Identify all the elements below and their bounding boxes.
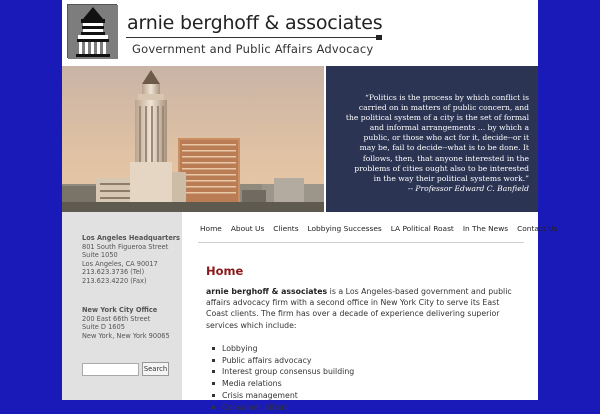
search-input[interactable] [82, 363, 139, 376]
nav-item-in-the-news[interactable]: In The News [462, 224, 509, 233]
address-line: 213.623.3736 (Tel) [82, 268, 145, 276]
la-office-address [82, 234, 180, 285]
banner [62, 66, 538, 212]
nav-item-about-us[interactable]: About Us [230, 224, 265, 233]
address-line: Suite D 1605 [82, 323, 125, 331]
city-hall-logo-icon[interactable] [67, 4, 117, 58]
list-item: Media relations [212, 378, 520, 390]
intro-paragraph [206, 286, 520, 331]
nav-item-contact-us[interactable]: Contact Us [517, 224, 558, 233]
services-list [206, 343, 520, 414]
quote-line: may be, fail to decide--what is to be done. It [359, 143, 529, 153]
address-line: 801 South Figueroa Street [82, 242, 169, 251]
nav-item-la-political-roast[interactable]: LA Political Roast [390, 224, 454, 233]
page [62, 0, 558, 412]
nav-item-lobbying-successes[interactable]: Lobbying Successes [307, 224, 382, 233]
list-item: Consumer affairs [212, 402, 520, 414]
quote-line: and informal arrangements ... by which a [369, 123, 529, 133]
nav-divider [198, 242, 524, 243]
quote-line: “Politics is the process by which conflict is [365, 93, 529, 102]
search-button[interactable]: Search [142, 362, 169, 376]
main-nav [200, 224, 566, 236]
page-title: Home [206, 264, 244, 278]
quote-author: -- Professor Edward C. Banfield [407, 184, 529, 193]
address-line: Suite 1050 [82, 251, 118, 259]
address-line: 200 East 66th Street [82, 314, 151, 323]
quote-line: problems of cities ought also to be interested [354, 163, 529, 173]
site-header [62, 0, 538, 66]
la-office-heading: Los Angeles Headquarters [82, 234, 180, 242]
address-line: Los Angeles, CA 90017 [82, 259, 158, 268]
quote-line: in the way their political systems work.” [373, 173, 529, 183]
main-content [206, 264, 520, 414]
list-item: Public affairs advocacy [212, 355, 520, 367]
quote-line: carried on in matters of public concern, and [358, 103, 529, 113]
brand-rule-end [376, 35, 382, 40]
address-line: New York, New York 90065 [82, 331, 170, 340]
nav-item-home[interactable]: Home [200, 224, 222, 233]
tagline: Government and Public Affairs Advocacy [132, 42, 374, 56]
banfield-quote [333, 93, 529, 184]
sidebar [62, 212, 182, 400]
list-item: Crisis management [212, 390, 520, 402]
quote-line: public, or those who act for it, decide--or it [363, 133, 529, 143]
nav-item-clients[interactable]: Clients [273, 224, 299, 233]
address-line: 213.623.4220 (Fax) [82, 276, 147, 285]
la-city-hall-photo [62, 66, 324, 212]
quote-line: follows, then, that anyone interested in the [362, 153, 529, 163]
ny-office-heading: New York City Office [82, 306, 158, 314]
ny-office-address [82, 306, 170, 340]
list-item: Lobbying [212, 343, 520, 355]
intro-firm-name: arnie berghoff & associates [206, 287, 328, 296]
list-item: Interest group consensus building [212, 366, 520, 378]
intro-text: is a Los Angeles-based government and public affairs advocacy firm with a second office in New York City to serve its East Coast clients. The firm has over a decade of experience delivering superior services which include: [206, 287, 512, 330]
quote-line: the political system of a city is the set of formal [345, 113, 529, 123]
quote-panel [324, 66, 538, 212]
brand-rule [126, 37, 378, 38]
brand-name[interactable]: arnie berghoff & associates [127, 12, 383, 34]
